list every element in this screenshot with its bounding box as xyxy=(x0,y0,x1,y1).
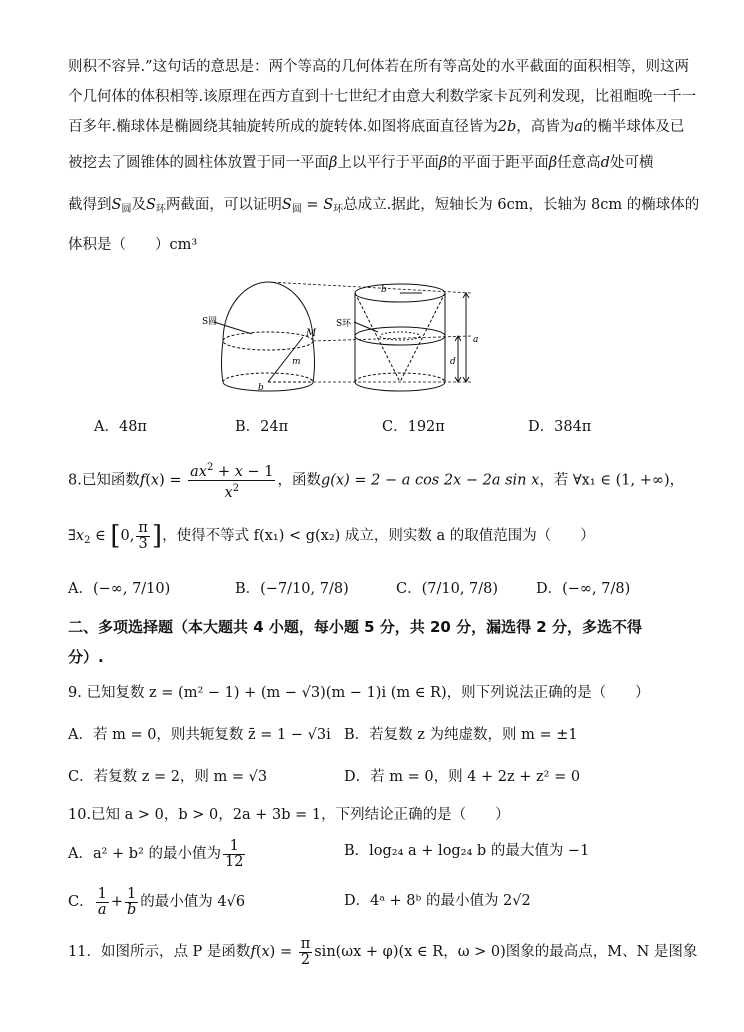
label-d: d xyxy=(450,357,456,367)
q8-option-c: C．(7/10, 7/8) xyxy=(396,581,499,597)
q10-option-a: A．a² + b² 的最小值为 $\frac{1}{12}$ xyxy=(68,837,244,870)
label-m: m xyxy=(292,357,301,367)
q7-text-line-3: 百多年.椭球体是椭圆绕其轴旋转所成的旋转体.如图将底面直径皆为2b，高皆为a的椭半球体及已 xyxy=(68,119,685,135)
q8-stem-line-1: 8.已知函数f(x) = $\frac{ax^2 + x - 1}{x^2}$ ，函数g(x) = 2 − a cos 2x − 2a sin x，若 ∀x₁ ∈ (1, +∞)， xyxy=(68,462,685,501)
label-b-left: b xyxy=(258,383,264,393)
q8-stem-line-2: $\exists x_2$ ∈ [0, $\frac{\pi}{3}$ ]，使得不等式 f(x₁) < g(x₂) 成立，则实数 a 的取值范围为（ ） xyxy=(68,519,595,552)
q9-option-b: B．若复数 z 为纯虚数，则 m = ±1 xyxy=(344,727,578,743)
q7-text-line-4: 被挖去了圆锥体的圆柱体放置于同一平面β上以平行于平面β的平面于距平面β任意高d处可横 xyxy=(68,155,654,171)
q9-stem: 9. 已知复数 z = (m² − 1) + (m − √3)(m − 1)i (m ∈ R)，则下列说法正确的是（ ） xyxy=(68,685,650,701)
q9-option-d: D．若 m = 0，则 4 + 2z + z² = 0 xyxy=(344,769,581,785)
q7-option-d: D．384π xyxy=(528,419,592,435)
cylinder-cone-figure xyxy=(354,284,445,391)
q7-text-line-6: 体积是（ ）cm³ xyxy=(68,237,198,253)
q9-option-c: C．若复数 z = 2，则 m = √3 xyxy=(68,769,268,785)
q7-text-line-1: 则积不容异.”这句话的意思是：两个等高的几何体若在所有等高处的水平截面的面积相等，则这两 xyxy=(68,59,690,75)
section-2-title-cont: 分）. xyxy=(68,648,104,666)
q7-option-b: B．24π xyxy=(235,419,289,435)
q10-stem: 10.已知 a > 0，b > 0，2a + 3b = 1，下列结论正确的是（ ） xyxy=(68,807,510,823)
label-a: a xyxy=(473,335,479,345)
label-M: M xyxy=(306,328,317,339)
label-s-huan: S环 xyxy=(336,319,352,329)
q8-option-a: A．(−∞, 7/10) xyxy=(68,581,171,597)
q10-option-c: C． $\frac{1}{a}$ + $\frac{1}{b}$ 的最小值为 4√6 xyxy=(68,885,246,918)
dimension-arrows xyxy=(455,293,469,382)
section-2-title: 二、多项选择题（本大题共 4 小题，每小题 5 分，共 20 分，漏选得 2 分，多选不得 xyxy=(68,618,642,636)
semi-ellipsoid-figure xyxy=(214,282,315,391)
q7-text-line-2: 个几何体的体积相等.该原理在西方直到十七世纪才由意大利数学家卡瓦列利发现，比祖暅晚一千一 xyxy=(68,89,697,105)
q7-option-a: A．48π xyxy=(94,419,147,435)
q8-option-d: D．(−∞, 7/8) xyxy=(536,581,631,597)
label-s-yuan: S圆 xyxy=(202,317,218,327)
q11-stem: 11．如图所示，点 P 是函数f(x) = $\frac{\pi}{2}$ sin(ωx + φ)(x ∈ R，ω > 0)图象的最高点，M、N 是图象 xyxy=(68,935,698,968)
q8-option-b: B．(−7/10, 7/8) xyxy=(235,581,349,597)
q10-option-d: D．4ᵃ + 8ᵇ 的最小值为 2√2 xyxy=(344,893,531,909)
q7-option-c: C．192π xyxy=(382,419,445,435)
q10-option-b: B．log₂₄ a + log₂₄ b 的最大值为 −1 xyxy=(344,843,590,859)
label-b-right: b xyxy=(381,285,387,295)
q9-option-a: A．若 m = 0，则共轭复数 z̄ = 1 − √3i xyxy=(68,727,331,743)
geometry-figure xyxy=(196,276,496,401)
q7-text-line-5: 截得到$S_圆$及$S_环$两截面，可以证明$S_圆 = S_环$总成立.据此，短轴长为 6cm，长轴为 8cm 的椭球体的 xyxy=(68,197,700,215)
